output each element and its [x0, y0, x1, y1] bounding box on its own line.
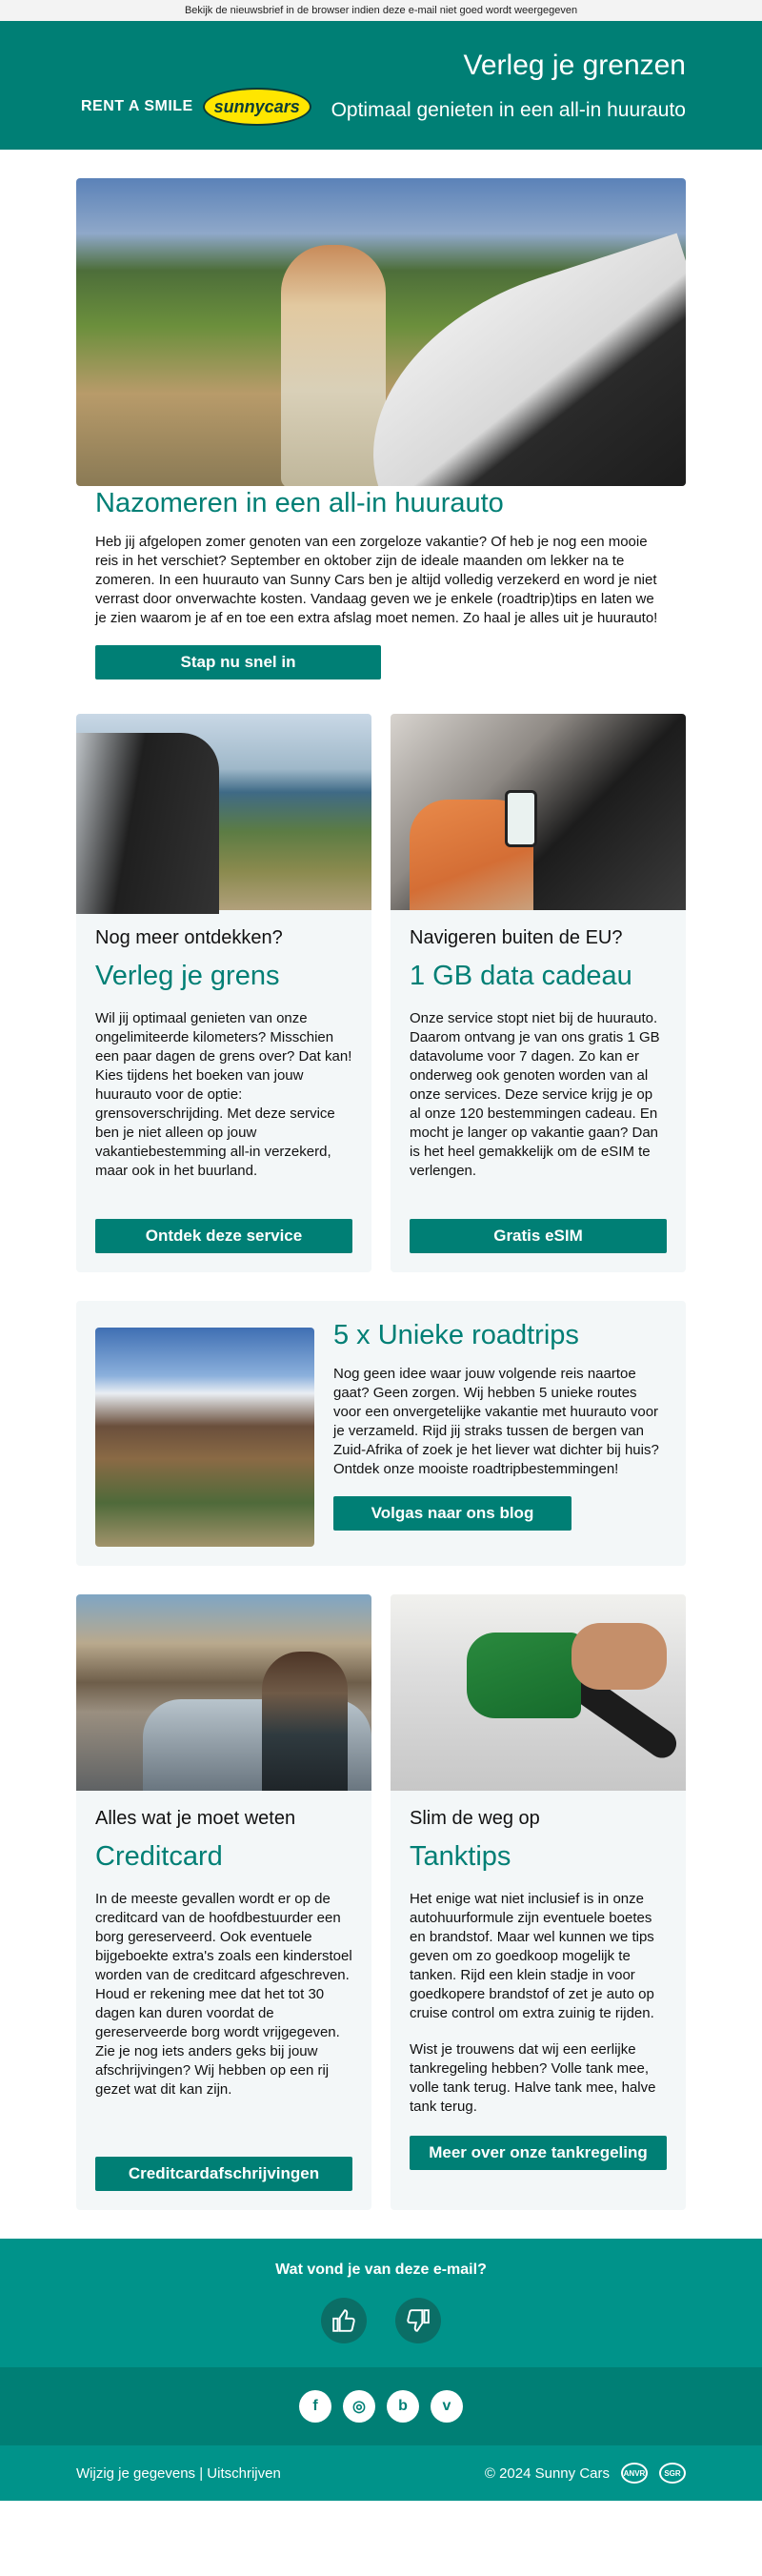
card-fuel: [391, 1594, 686, 2210]
phone-figure: [505, 790, 537, 847]
sgr-seal-icon: SGR: [659, 2463, 686, 2484]
view-in-browser-bar[interactable]: [0, 0, 762, 21]
card-border-crossing: [76, 714, 371, 1272]
footer: [0, 2445, 762, 2501]
card-body: Het enige wat niet inclusief is in onze autohuurformule zijn eventuele boetes en brandstof. Maar wel kunnen we tips geven om zo goedkoop mogelijk te tanken. Rijd een klein stadje in voor goedkopere brandstof of zet je auto op cruise control om extra zuinig te rijden.: [410, 1891, 654, 2021]
esim-button[interactable]: Gratis eSIM: [410, 1219, 667, 1253]
roadtrip-title: 5 x Unieke roadtrips: [333, 1320, 579, 1350]
card-kicker: Alles wat je moet weten: [95, 1808, 296, 1829]
phone-in-car-image[interactable]: [391, 714, 686, 910]
card-title: Creditcard: [95, 1841, 223, 1872]
card-title: Verleg je grens: [95, 961, 280, 991]
card-body: Onze service stopt niet bij de huurauto. Daarom ontvang je van ons gratis 1 GB datavolume voor 7 dagen. Zo kan er onderweg ook genoten worden van al onze services. Deze service krijg je op al onze 120 bestemmingen cadeau. En mocht je langer op vakantie gaan? Dan is het heel gemakkelijk om de eSIM te verlengen.: [410, 1010, 660, 1179]
facebook-icon[interactable]: f: [299, 2390, 331, 2423]
feedback-section: [0, 2239, 762, 2367]
hero-image[interactable]: [76, 178, 686, 486]
card-kicker: Nog meer ontdekken?: [95, 927, 283, 948]
coast-car-image[interactable]: [76, 714, 371, 910]
intro-title: Nazomeren in een all-in huurauto: [95, 488, 504, 518]
creditcard-button[interactable]: Creditcardafschrijvingen: [95, 2157, 352, 2191]
fuel-nozzle-image[interactable]: [391, 1594, 686, 1791]
hand-figure: [572, 1623, 667, 1690]
thumbs-up-icon[interactable]: [321, 2298, 367, 2343]
woman-figure: [262, 1652, 348, 1791]
intro-body: Heb jij afgelopen zomer genoten van een zorgeloze vakantie? Of heb je nog een mooie reis in het verschiet? September en oktober zijn de ideale maanden om lekker na te zomeren. In een huurauto van Sunny Cars ben je altijd volledig verzekerd en word je niet verrast door onverwachte kosten. Vandaag geven we je enkele (roadtrip)tips en laten we je zien waarom je af en toe een extra afslag moet nemen. Zo haal je alles uit je huurauto!: [95, 534, 658, 626]
card-creditcard: [76, 1594, 371, 2210]
intro-cta-button[interactable]: Stap nu snel in: [95, 645, 381, 679]
brand-slogan: RENT A SMILE: [81, 98, 193, 114]
copyright: © 2024 Sunny Cars: [484, 2464, 610, 2482]
feedback-question: Wat vond je van deze e-mail?: [275, 2262, 487, 2278]
car-door-figure: [76, 733, 219, 914]
vimeo-icon[interactable]: v: [431, 2390, 463, 2423]
header-subtitle: Optimaal genieten in een all-in huurauto: [331, 99, 686, 121]
brand[interactable]: [81, 88, 311, 126]
woman-car-image[interactable]: [76, 1594, 371, 1791]
footer-separator: |: [195, 2464, 208, 2482]
sunnycars-logo[interactable]: sunnycars: [203, 88, 311, 126]
mountain-road-image[interactable]: [95, 1328, 314, 1547]
thumbs-down-icon[interactable]: [395, 2298, 441, 2343]
hero-woman-figure: [281, 245, 386, 486]
instagram-icon[interactable]: ◎: [343, 2390, 375, 2423]
card-body: In de meeste gevallen wordt er op de creditcard van de hoofdbestuurder een borg gereserveerd. Ook eventuele bijgeboekte extra's zoals een kinderstoel worden van de creditcard afgeschreven. Houd er rekening mee dat het tot 30 dagen kan duren voordat de gereserveerde borg wordt vrijgegeven. Zie je nog iets anders geks bij jouw afschrijvingen? Wij hebben op een rij gezet wat dit kan zijn.: [95, 1891, 352, 2098]
header: [0, 21, 762, 150]
card-kicker: Navigeren buiten de EU?: [410, 927, 623, 948]
card-esim: [391, 714, 686, 1272]
card-title: 1 GB data cadeau: [410, 961, 632, 991]
change-details-link[interactable]: Wijzig je gegevens: [76, 2464, 196, 2482]
view-in-browser-link[interactable]: Bekijk de nieuwsbrief in de browser indien deze e-mail niet goed wordt weergegeven: [184, 5, 578, 16]
blog-icon[interactable]: b: [387, 2390, 419, 2423]
blog-button[interactable]: Volgas naar ons blog: [333, 1496, 572, 1531]
header-title: Verleg je grenzen: [463, 50, 686, 81]
roadtrip-section: [76, 1301, 686, 1566]
card-title: Tanktips: [410, 1841, 511, 1872]
card-body-2: Wist je trouwens dat wij een eerlijke tankregeling hebben? Volle tank mee, volle tank terug. Halve tank mee, halve tank terug.: [410, 2041, 656, 2115]
nozzle-figure: [467, 1633, 581, 1718]
card-kicker: Slim de weg op: [410, 1808, 540, 1829]
anvr-seal-icon: ANVR: [621, 2463, 648, 2484]
fuel-policy-button[interactable]: Meer over onze tankregeling: [410, 2136, 667, 2170]
roadtrip-body: Nog geen idee waar jouw volgende reis naartoe gaat? Geen zorgen. Wij hebben 5 unieke routes voor een onvergetelijke vakantie met huurauto voor je verzameld. Rijd jij straks tussen de bergen van Zuid-Afrika of zoek je het liever wat dichter bij huis? Ontdek onze mooiste roadtripbestemmingen!: [333, 1366, 659, 1477]
card-body: Wil jij optimaal genieten van onze ongelimiteerde kilometers? Misschien een paar dagen de grens over? Dat kan! Kies tijdens het boeken van jouw huurauto voor de optie: grensoverschrijding. Met deze service ben je niet alleen op jouw vakantiebestemming all-in verzekerd, maar ook in het buurland.: [95, 1010, 352, 1179]
intro-section: [76, 488, 686, 679]
cards-row-1: [76, 714, 686, 1272]
cards-row-2: [76, 1594, 686, 2210]
border-service-button[interactable]: Ontdek deze service: [95, 1219, 352, 1253]
social-bar: [0, 2367, 762, 2445]
unsubscribe-link[interactable]: Uitschrijven: [207, 2464, 281, 2482]
